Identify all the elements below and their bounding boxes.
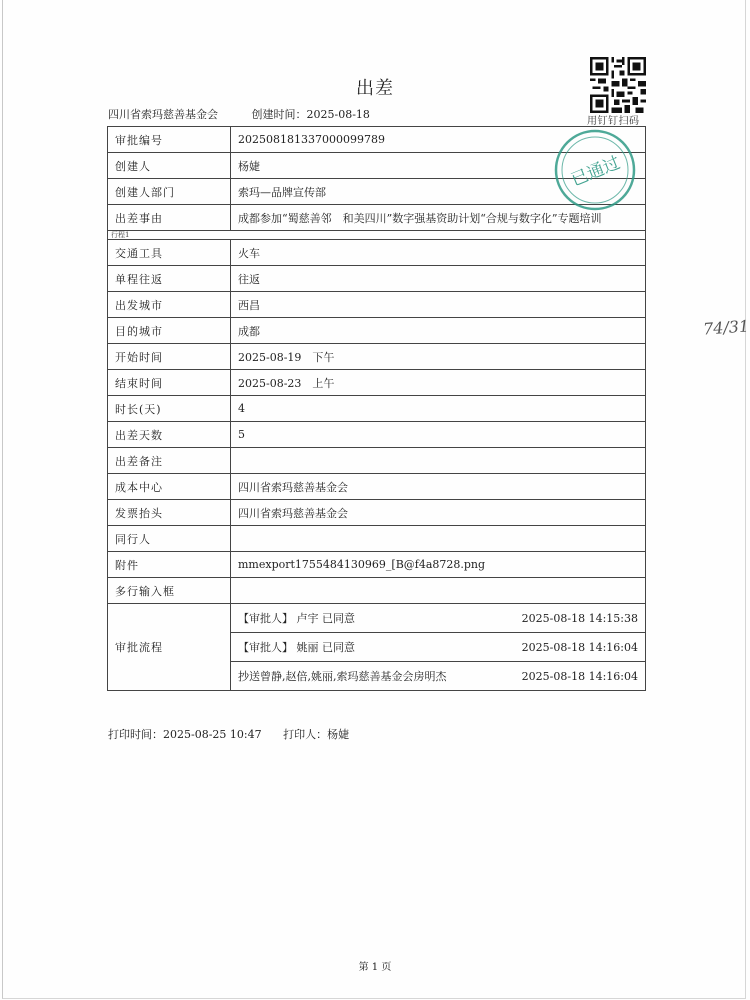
print-info — [108, 726, 367, 742]
table-row — [108, 292, 646, 318]
table-row — [108, 318, 646, 344]
row-label: 审批流程 — [108, 604, 231, 691]
table-row — [108, 266, 646, 292]
qr-code-icon — [590, 57, 646, 113]
row-value — [231, 448, 646, 474]
approval-flow-cell — [231, 604, 646, 691]
row-value: 2025-08-23 上午 — [231, 370, 646, 396]
organization-name: 四川省索玛慈善基金会 — [108, 108, 218, 121]
row-value — [231, 578, 646, 604]
handwritten-note: 74/31 — [702, 316, 750, 339]
row-value: 四川省索玛慈善基金会 — [231, 500, 646, 526]
table-row — [108, 396, 646, 422]
row-value: 成都 — [231, 318, 646, 344]
cc-step-text: 抄送曾静,赵倍,姚丽,索玛慈善基金会房明杰 — [238, 670, 447, 683]
approval-step — [231, 633, 645, 662]
row-label: 出发城市 — [108, 292, 231, 318]
approval-step — [231, 604, 645, 633]
row-label: 时长(天) — [108, 396, 231, 422]
row-label: 同行人 — [108, 526, 231, 552]
row-label: 成本中心 — [108, 474, 231, 500]
row-label: 创建人部门 — [108, 179, 231, 205]
row-value: 4 — [231, 396, 646, 422]
row-label: 出差天数 — [108, 422, 231, 448]
stamp-text: 已通过 — [568, 153, 624, 191]
approval-step-time: 2025-08-18 14:15:38 — [521, 611, 638, 625]
row-label: 目的城市 — [108, 318, 231, 344]
row-value: 四川省索玛慈善基金会 — [231, 474, 646, 500]
row-value: 火车 — [231, 240, 646, 266]
created-date: 创建时间：2025-08-18 — [251, 108, 370, 121]
table-row — [108, 422, 646, 448]
row-value: 往返 — [231, 266, 646, 292]
row-label: 交通工具 — [108, 240, 231, 266]
approval-step-text: 【审批人】 姚丽 已同意 — [238, 641, 355, 654]
table-row — [108, 552, 646, 578]
row-value: 杨婕 — [231, 153, 646, 179]
row-label: 附件 — [108, 552, 231, 578]
table-row — [108, 578, 646, 604]
section-label: 行程1 — [108, 231, 646, 240]
print-time: 打印时间：2025-08-25 10:47 — [108, 728, 262, 741]
table-row — [108, 500, 646, 526]
table-row — [108, 448, 646, 474]
cc-step — [231, 662, 645, 690]
section-header-row — [108, 231, 646, 240]
row-value: 西昌 — [231, 292, 646, 318]
row-value: 索玛—品牌宣传部 — [231, 179, 646, 205]
row-value — [231, 526, 646, 552]
table-row — [108, 526, 646, 552]
attachment-link[interactable]: mmexport1755484130969_[B@f4a8728.png — [231, 552, 646, 578]
document-header — [108, 106, 400, 122]
approval-flow-row — [108, 604, 646, 691]
approval-step-time: 2025-08-18 14:16:04 — [521, 640, 638, 654]
table-row — [108, 474, 646, 500]
row-label: 出差备注 — [108, 448, 231, 474]
printer-name: 打印人：杨婕 — [283, 728, 350, 741]
approved-stamp — [553, 128, 637, 212]
row-value: 202508181337000099789 — [231, 127, 646, 153]
approval-step-text: 【审批人】 卢宇 已同意 — [238, 612, 355, 625]
row-label: 单程往返 — [108, 266, 231, 292]
table-row — [108, 240, 646, 266]
row-label: 出差事由 — [108, 205, 231, 231]
document-title: 出差 — [356, 78, 394, 99]
row-value: 成都参加“蜀慈善邻 和美四川”数字强基资助计划“合规与数字化”专题培训 — [231, 205, 646, 231]
row-label: 结束时间 — [108, 370, 231, 396]
row-label: 创建人 — [108, 153, 231, 179]
row-label: 开始时间 — [108, 344, 231, 370]
table-row — [108, 370, 646, 396]
row-label: 审批编号 — [108, 127, 231, 153]
row-value: 5 — [231, 422, 646, 448]
table-row — [108, 344, 646, 370]
row-label: 多行输入框 — [108, 578, 231, 604]
cc-step-time: 2025-08-18 14:16:04 — [521, 669, 638, 683]
page-number: 第 1 页 — [358, 962, 392, 973]
row-value: 2025-08-19 下午 — [231, 344, 646, 370]
qr-caption: 用钉钉扫码 — [587, 116, 640, 127]
row-label: 发票抬头 — [108, 500, 231, 526]
